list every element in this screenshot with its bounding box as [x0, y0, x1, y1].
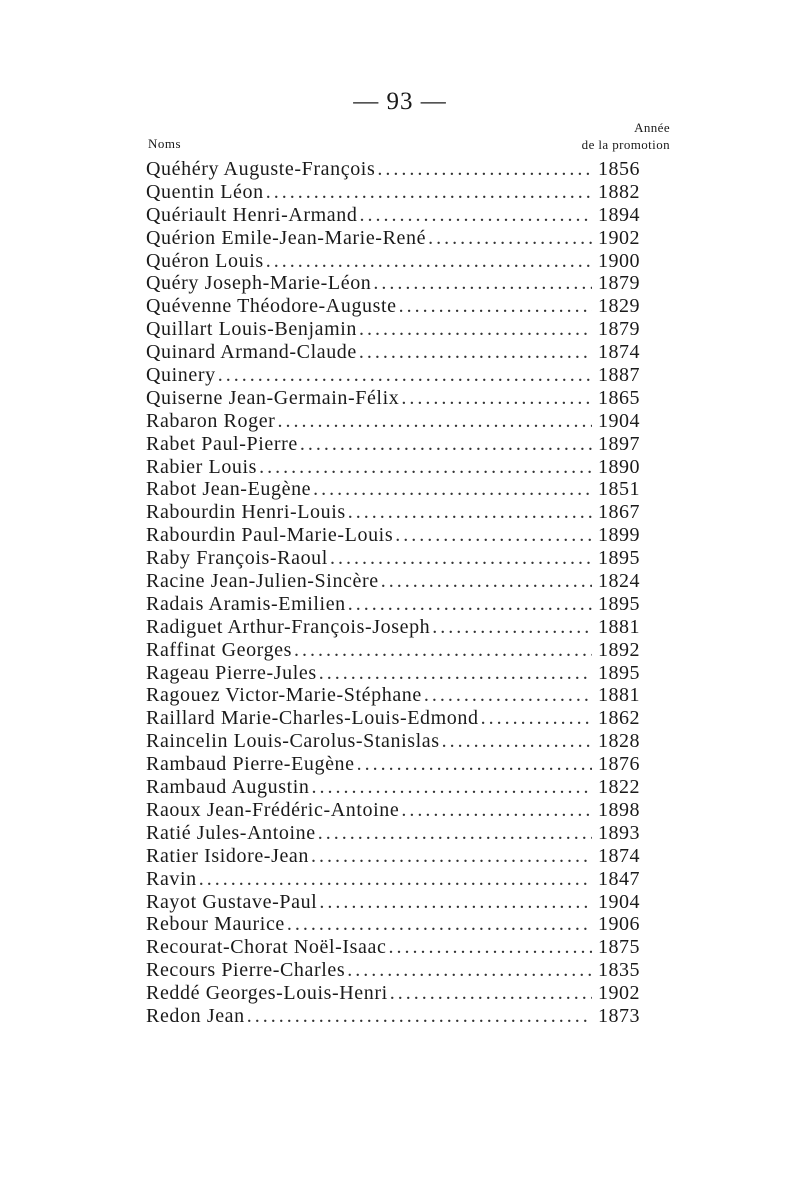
entry-name: Radais Aramis-Emilien [146, 592, 346, 615]
entry-name: Raillard Marie-Charles-Louis-Edmond [146, 707, 479, 730]
entry-year: 1897 [598, 432, 640, 455]
list-item [146, 822, 654, 845]
list-item [146, 364, 654, 387]
entry-year: 1867 [598, 501, 640, 524]
entry-year: 1879 [598, 318, 640, 341]
dot-leader [359, 204, 592, 227]
list-item [146, 639, 654, 662]
entry-year: 1876 [598, 753, 640, 776]
entry-name: Quériault Henri-Armand [146, 203, 358, 226]
entry-year: 1881 [598, 684, 640, 707]
dot-leader [432, 616, 592, 639]
entry-year: 1899 [598, 524, 640, 547]
dot-leader [311, 845, 592, 868]
year-header-line-1: Année [634, 120, 670, 135]
list-item [146, 662, 654, 685]
entry-name: Rabourdin Paul-Marie-Louis [146, 524, 394, 547]
entry-year: 1873 [598, 1004, 640, 1027]
list-item [146, 753, 654, 776]
list-item [146, 204, 654, 227]
entry-name: Ragouez Victor-Marie-Stéphane [146, 684, 422, 707]
dot-leader [348, 501, 592, 524]
entry-year: 1904 [598, 890, 640, 913]
entry-name: Rabaron Roger [146, 409, 276, 432]
list-item [146, 707, 654, 730]
entry-year: 1862 [598, 707, 640, 730]
list-item [146, 845, 654, 868]
entry-name: Reddé Georges-Louis-Henri [146, 982, 388, 1005]
entry-year: 1851 [598, 478, 640, 501]
entry-year: 1892 [598, 638, 640, 661]
dot-leader [395, 524, 592, 547]
dot-leader [359, 341, 592, 364]
entry-year: 1822 [598, 776, 640, 799]
dot-leader [247, 1005, 592, 1028]
entry-year: 1856 [598, 158, 640, 180]
dot-leader [381, 570, 592, 593]
entry-name: Quéry Joseph-Marie-Léon [146, 272, 372, 295]
entry-year: 1902 [598, 226, 640, 249]
list-item [146, 776, 654, 799]
entry-year: 1882 [598, 180, 640, 203]
entry-year: 1904 [598, 409, 640, 432]
entry-name: Raby François-Raoul [146, 547, 328, 570]
list-item [146, 227, 654, 250]
list-item [146, 318, 654, 341]
dot-leader [287, 913, 592, 936]
dot-leader [218, 364, 592, 387]
list-item [146, 547, 654, 570]
list-item [146, 295, 654, 318]
entry-name: Quiserne Jean-Germain-Félix [146, 386, 400, 409]
entry-year: 1895 [598, 592, 640, 615]
dot-leader [390, 982, 592, 1005]
entry-name: Quinery [146, 364, 216, 387]
list-item [146, 891, 654, 914]
entry-year: 1893 [598, 821, 640, 844]
entry-year: 1881 [598, 615, 640, 638]
entry-year: 1879 [598, 272, 640, 295]
entry-year: 1828 [598, 730, 640, 753]
entry-name: Quéron Louis [146, 249, 264, 272]
dot-leader [481, 707, 592, 730]
entry-name: Ratier Isidore-Jean [146, 844, 310, 867]
entry-name: Rabet Paul-Pierre [146, 432, 298, 455]
list-item [146, 387, 654, 410]
list-item [146, 181, 654, 204]
dot-leader [424, 684, 592, 707]
list-item [146, 913, 654, 936]
list-item [146, 524, 654, 547]
dot-leader [319, 662, 592, 685]
entry-name: Quévenne Théodore-Auguste [146, 295, 397, 318]
entry-year: 1894 [598, 203, 640, 226]
list-item [146, 868, 654, 891]
dot-leader [312, 776, 593, 799]
list-item [146, 1005, 654, 1028]
entry-year: 1895 [598, 547, 640, 570]
list-item [146, 936, 654, 959]
entry-year: 1906 [598, 913, 640, 936]
entry-name: Radiguet Arthur-François-Joseph [146, 615, 431, 638]
entry-year: 1890 [598, 455, 640, 478]
entry-name: Recourat-Chorat Noël-Isaac [146, 936, 387, 959]
dot-leader [300, 433, 592, 456]
dot-leader [318, 822, 592, 845]
dot-leader [428, 227, 592, 250]
entry-name: Quillart Louis-Benjamin [146, 318, 357, 341]
entry-name: Raffinat Georges [146, 638, 293, 661]
list-item [146, 341, 654, 364]
entry-year: 1900 [598, 249, 640, 272]
dot-leader [373, 272, 592, 295]
dot-leader [266, 181, 592, 204]
dot-leader [313, 478, 592, 501]
dot-leader [399, 295, 592, 318]
list-item [146, 478, 654, 501]
page-number: — 93 — [353, 88, 447, 115]
entry-name: Rabier Louis [146, 455, 258, 478]
list-item [146, 410, 654, 433]
list-item [146, 799, 654, 822]
entry-year: 1847 [598, 867, 640, 890]
entry-year: 1875 [598, 936, 640, 959]
dot-leader [359, 318, 592, 341]
entry-name: Rambaud Pierre-Eugène [146, 753, 355, 776]
list-item [146, 158, 654, 181]
dot-leader [330, 547, 592, 570]
dot-leader [259, 456, 592, 479]
entry-year: 1874 [598, 844, 640, 867]
dot-leader [442, 730, 592, 753]
list-item [146, 456, 654, 479]
year-header-line-2: de la promotion [581, 137, 670, 152]
list-item [146, 730, 654, 753]
list-item [146, 684, 654, 707]
dot-leader [199, 868, 592, 891]
entry-name: Racine Jean-Julien-Sincère [146, 570, 379, 593]
entry-year: 1835 [598, 959, 640, 982]
list-item [146, 982, 654, 1005]
list-item [146, 616, 654, 639]
entry-name: Quéhéry Auguste-François [146, 158, 376, 180]
entry-name: Raoux Jean-Frédéric-Antoine [146, 798, 400, 821]
entry-year: 1887 [598, 364, 640, 387]
dot-leader [377, 158, 592, 181]
names-column-header: Noms [148, 136, 182, 151]
list-item [146, 959, 654, 982]
list-item [146, 272, 654, 295]
entry-name: Recours Pierre-Charles [146, 959, 346, 982]
entry-name: Raincelin Louis-Carolus-Stanislas [146, 730, 440, 753]
entry-name: Rebour Maurice [146, 913, 285, 936]
dot-leader [401, 387, 592, 410]
entry-name: Rageau Pierre-Jules [146, 661, 317, 684]
entry-year: 1829 [598, 295, 640, 318]
dot-leader [348, 593, 592, 616]
entry-name: Quinard Armand-Claude [146, 341, 357, 364]
entry-list [146, 158, 654, 1028]
dot-leader [277, 410, 592, 433]
entry-name: Redon Jean [146, 1004, 245, 1027]
entry-name: Ratié Jules-Antoine [146, 821, 316, 844]
list-item [146, 433, 654, 456]
entry-year: 1895 [598, 661, 640, 684]
year-column-header [520, 119, 670, 153]
entry-year: 1865 [598, 386, 640, 409]
dot-leader [347, 959, 592, 982]
entry-year: 1898 [598, 798, 640, 821]
dot-leader [266, 250, 592, 273]
entry-year: 1824 [598, 570, 640, 593]
entry-year: 1874 [598, 341, 640, 364]
entry-name: Quentin Léon [146, 180, 264, 203]
entry-name: Ravin [146, 867, 197, 890]
entry-name: Rambaud Augustin [146, 776, 310, 799]
dot-leader [357, 753, 592, 776]
entry-name: Rabot Jean-Eugène [146, 478, 312, 501]
list-item [146, 593, 654, 616]
dot-leader [401, 799, 592, 822]
dot-leader [294, 639, 592, 662]
entry-name: Quérion Emile-Jean-Marie-René [146, 226, 427, 249]
entry-name: Rabourdin Henri-Louis [146, 501, 346, 524]
entry-year: 1902 [598, 982, 640, 1005]
dot-leader [389, 936, 593, 959]
entry-name: Rayot Gustave-Paul [146, 890, 318, 913]
dot-leader [319, 891, 592, 914]
list-item [146, 501, 654, 524]
list-item [146, 250, 654, 273]
list-item [146, 570, 654, 593]
